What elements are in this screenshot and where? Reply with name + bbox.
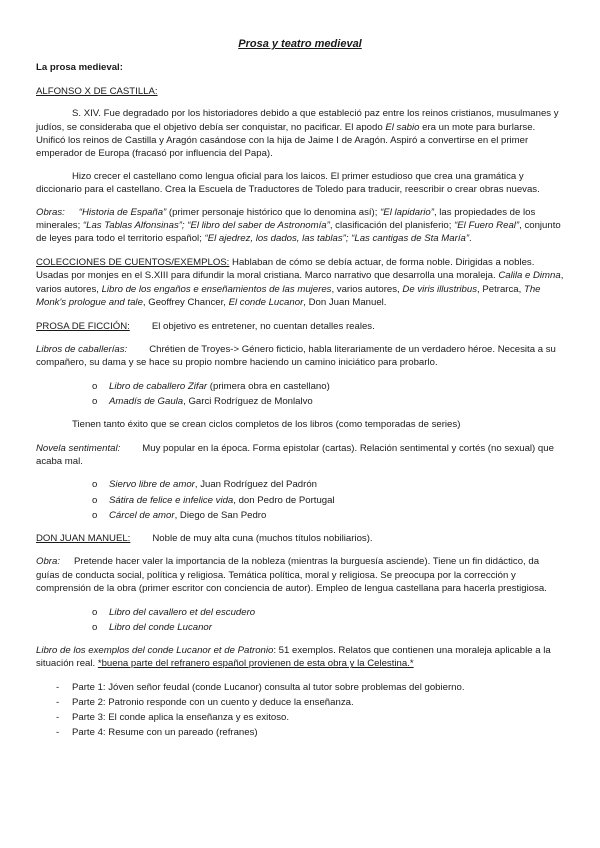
- list-item: o Libro del conde Lucanor: [92, 621, 212, 633]
- list-item: o Sátira de felice e infelice vida, don Pedro de Portugal: [92, 494, 335, 506]
- lucanor-parts-list: [36, 680, 564, 741]
- caballerias-list: [36, 379, 564, 409]
- list-item: - Parte 3: El conde aplica la enseñanza y es exitoso.: [56, 712, 290, 724]
- sentimental-paragraph: Novela sentimental: Muy popular en la época. Forma epistolar (cartas). Relación sentimental y cortés (no sexual) que acaba mal.: [36, 442, 554, 467]
- list-item: - Parte 2: Patronio responde con un cuento y deduce la enseñanza.: [56, 697, 354, 708]
- list-item: o Cárcel de amor, Diego de San Pedro: [92, 509, 267, 521]
- list-item: o Libro del cavallero et del escudero: [92, 606, 256, 618]
- obra-list: [36, 605, 564, 635]
- lucanor-paragraph: Libro de los exemplos del conde Lucanor et de Patronio: 51 exemplos. Relatos que contienen una moraleja aplicable a la situación real. *buena parte del refranero español provienen de esta obra y la Celestina.*: [36, 644, 551, 670]
- list-item: - Parte 4: Resume con un pareado (refranes): [56, 727, 258, 739]
- list-item: o Siervo libre de amor, Juan Rodríguez del Padrón: [92, 479, 317, 491]
- alfonso-paragraph-1: S. XIV. Fue degradado por los historiadores debido a que estableció paz entre los reinos cristianos, musulmanes y judíos, se consideraba que el objetivo debía ser conquistar, no pacificar. El apodo El sabio era un mote para burlarse. Unificó los reinos de Castilla y Aragón casándose con la hija de Jaime I de Aragón. Aspiró a convertirse en el primer emperador de Europa (fracasó por influencia del Papa).: [36, 108, 559, 160]
- sentimental-list: [36, 477, 564, 523]
- obra-paragraph: Obra: Pretende hacer valer la importancia de la nobleza (mientras la burguesía asciende). Tiene un fin didáctico, da guías de conducta social, política y religiosa. Temática política, moral y religiosa. Se preocupa por la corrección y comprensión de la obra (primer escritor con conciencia de autor). Empleo de lengua castellana para hacerla prestigiosa.: [36, 556, 547, 595]
- alfonso-obras: Obras: “Historia de España” (primer personaje histórico que lo denomina así); “El lapidario”, las propiedades de los minerales; “Las Tablas Alfonsinas”; “El libro del saber de Astronomía”, clasificación del planisferio; “El Fuero Real”, conjunto de leyes para todo el territorio español; “El ajedrez, los dados, las tablas”; “Las cantigas de Sta María”.: [36, 206, 561, 245]
- section-label: La prosa medieval:: [36, 62, 123, 74]
- list-item: o Libro de caballero Zifar (primera obra en castellano): [92, 380, 330, 392]
- ciclos-paragraph: Tienen tanto éxito que se crean ciclos completos de los libros (como temporadas de series): [72, 419, 461, 431]
- alfonso-paragraph-2: Hizo crecer el castellano como lengua oficial para los laicos. El primer estudioso que crea una gramática y diccionario para el castellano. Crea la Escuela de Traductores de Toledo para traducir, reescribir o crear obras nuevas.: [36, 170, 540, 196]
- page-title: Prosa y teatro medieval: [238, 38, 362, 50]
- heading-alfonso: ALFONSO X DE CASTILLA:: [36, 85, 158, 97]
- list-item: o Amadís de Gaula, Garci Rodríguez de Monlalvo: [92, 395, 313, 407]
- caballerias-paragraph: Libros de caballerías: Chrétien de Troyes-> Género ficticio, habla literariamente de un verdadero héroe. Necesita a su compañero, su dama y se hace su propio nombre haciendo un camino iniciático para probarlo.: [36, 343, 556, 369]
- list-item: - Parte 1: Jóven señor feudal (conde Lucanor) consulta al tutor sobre problemas del gobierno.: [56, 681, 465, 693]
- ficcion-heading-line: PROSA DE FICCIÓN: El objetivo es entretener, no cuentan detalles reales.: [36, 320, 375, 332]
- colecciones-paragraph: COLECCIONES DE CUENTOS/EXEMPLOS: Hablaban de cómo se debía actuar, de forma noble. Dirigidas a nobles. Usadas por monjes en el S.XIII para difundir la moral cristiana. Marco narrativo que desarrolla una moraleja. Calila e Dimna, varios autores, Libro de los engaños e enseñamientos de las mujeres, varios autores, De viris illustribus, Petrarca, The Monk's prologue and tale, Geoffrey Chancer, El conde Lucanor, Don Juan Manuel.: [36, 256, 564, 309]
- juan-manuel-heading-line: DON JUAN MANUEL: Noble de muy alta cuna (muchos títulos nobiliarios).: [36, 532, 373, 544]
